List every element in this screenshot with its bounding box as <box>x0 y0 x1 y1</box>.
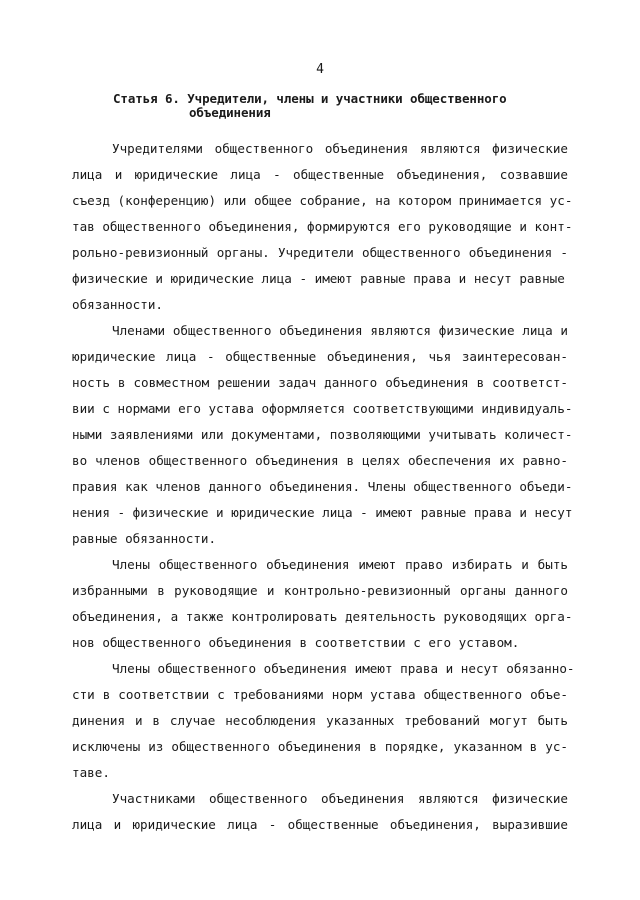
text-line: Участниками общественного объединения являются физические <box>112 791 568 806</box>
text-line: вии с нормами его устава оформляется соответствующими индивидуаль- <box>72 401 573 416</box>
text-line: лица и юридические лица - общественные объединения, созвавшие <box>72 167 568 182</box>
text-line: физические и юридические лица - имеют равные права и несут равные <box>72 271 565 286</box>
text-line: нов общественного объединения в соответствии с его уставом. <box>72 635 520 650</box>
text-line: ными заявлениями или документами, позволяющими учитывать количест- <box>72 427 573 442</box>
text-line: объединения, а также контролировать деятельность руководящих орга- <box>72 609 573 624</box>
text-line: лица и юридические лица - общественные объединения, выразившие <box>72 817 568 832</box>
text-line: тав общественного объединения, формируются его руководящие и конт- <box>72 219 573 234</box>
page-number: 4 <box>316 62 324 77</box>
text-line: Члены общественного объединения имеют право избирать и быть <box>112 557 568 572</box>
text-line: юридические лица - общественные объединения, чья заинтересован- <box>72 349 568 364</box>
text-line: таве. <box>72 765 110 780</box>
text-line: обязанности. <box>72 297 163 312</box>
text-line: нения - физические и юридические лица - имеют равные права и несут <box>72 505 573 520</box>
text-line: исключены из общественного объединения в порядке, указанном в ус- <box>72 739 568 754</box>
text-line: рольно-ревизионный органы. Учредители общественного объединения - <box>72 245 568 260</box>
text-line: равные обязанности. <box>72 531 217 546</box>
text-line: во членов общественного объединения в целях обеспечения их равно- <box>72 453 568 468</box>
text-line: динения и в случае несоблюдения указанных требований могут быть <box>72 713 568 728</box>
text-line: Члены общественного объединения имеют права и несут обязанно- <box>112 661 575 676</box>
text-line: ность в совместном решении задач данного объединения в соответст- <box>72 375 568 390</box>
text-line: правия как членов данного объединения. Члены общественного объеди- <box>72 479 573 494</box>
text-line: съезд (конференцию) или общее собрание, на котором принимается ус- <box>72 193 573 208</box>
article-heading-line-2: объединения <box>189 105 271 120</box>
text-line: Членами общественного объединения являются физические лица и <box>112 323 568 338</box>
text-line: сти в соответствии с требованиями норм устава общественного объе- <box>72 687 568 702</box>
text-line: избранными в руководящие и контрольно-ревизионный органы данного <box>72 583 568 598</box>
text-line: Учредителями общественного объединения являются физические <box>112 141 568 156</box>
article-heading <box>113 92 507 120</box>
article-heading-line-1: Статья 6. Учредители, члены и участники общественного <box>113 91 507 106</box>
